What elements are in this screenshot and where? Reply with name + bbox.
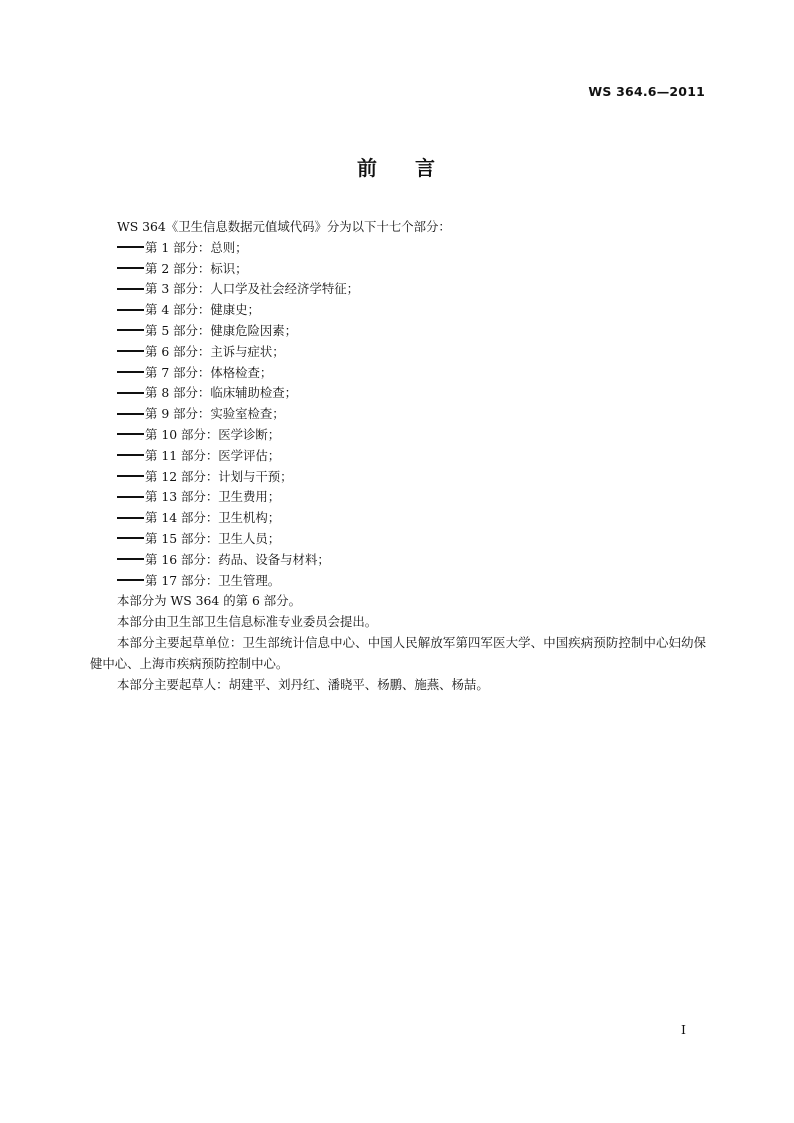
list-item	[90, 259, 706, 280]
em-dash-mark	[117, 496, 144, 498]
list-item-text: 第 14 部分：卫生机构；	[145, 510, 281, 526]
list-item-text: 第 16 部分：药品、设备与材料；	[145, 551, 330, 567]
intro-paragraph: WS 364《卫生信息数据元值域代码》分为以下十七个部分：	[117, 219, 451, 234]
page-number: I	[681, 1022, 686, 1037]
em-dash-mark	[117, 329, 144, 331]
list-item-text: 第 4 部分：健康史；	[145, 302, 260, 318]
drafting-units-statement: 本部分主要起草单位：卫生部统计信息中心、中国人民解放军第四军医大学、中国疾病预防控制中心妇幼保健中心、上海市疾病预防控制中心。	[90, 634, 706, 671]
em-dash-mark	[117, 454, 144, 456]
list-item	[90, 238, 706, 259]
list-item-text: 第 11 部分：医学评估；	[145, 447, 281, 463]
em-dash-mark	[117, 433, 144, 435]
title-char-2: 言	[415, 156, 437, 180]
em-dash-mark	[117, 267, 144, 269]
document-code: WS 364.6—2011	[588, 84, 705, 99]
list-item	[90, 550, 706, 571]
list-item	[90, 487, 706, 508]
em-dash-mark	[117, 350, 144, 352]
list-item-text: 第 6 部分：主诉与症状；	[145, 343, 285, 359]
list-item-text: 第 12 部分：计划与干预；	[145, 468, 293, 484]
em-dash-mark	[117, 558, 144, 560]
list-item-text: 第 10 部分：医学诊断；	[145, 426, 281, 442]
em-dash-mark	[117, 371, 144, 373]
list-item	[90, 446, 706, 467]
list-item	[90, 363, 706, 384]
list-item	[90, 300, 706, 321]
list-item	[90, 529, 706, 550]
list-item	[90, 425, 706, 446]
list-item	[90, 571, 706, 592]
em-dash-mark	[117, 475, 144, 477]
list-item	[90, 342, 706, 363]
list-item	[90, 383, 706, 404]
title-char-1: 前	[357, 156, 379, 180]
em-dash-mark	[117, 517, 144, 519]
list-item-text: 第 3 部分：人口学及社会经济学特征；	[145, 281, 360, 297]
proposed-by-statement: 本部分由卫生部卫生信息标准专业委员会提出。	[117, 614, 378, 630]
em-dash-mark	[117, 309, 144, 311]
list-item-text: 第 15 部分：卫生人员；	[145, 530, 281, 546]
list-item	[90, 279, 706, 300]
list-item-text: 第 1 部分：总则；	[145, 239, 248, 255]
part-of-statement: 本部分为 WS 364 的第 6 部分。	[117, 593, 301, 609]
list-item-text: 第 9 部分：实验室检查；	[145, 406, 285, 422]
em-dash-mark	[117, 288, 144, 290]
em-dash-mark	[117, 413, 144, 415]
em-dash-mark	[117, 579, 144, 581]
em-dash-mark	[117, 246, 144, 248]
list-item	[90, 508, 706, 529]
em-dash-mark	[117, 392, 144, 394]
list-item-text: 第 13 部分：卫生费用；	[145, 489, 281, 505]
list-item-text: 第 5 部分：健康危险因素；	[145, 322, 298, 338]
list-item-text: 第 8 部分：临床辅助检查；	[145, 385, 298, 401]
drafters-statement: 本部分主要起草人：胡建平、刘丹红、潘晓平、杨鹏、施燕、杨喆。	[117, 676, 489, 692]
list-item-text: 第 17 部分：卫生管理。	[145, 572, 281, 588]
list-item	[90, 467, 706, 488]
list-item-text: 第 2 部分：标识；	[145, 260, 248, 276]
list-item-text: 第 7 部分：体格检查；	[145, 364, 273, 380]
list-item	[90, 321, 706, 342]
foreword-body	[90, 217, 706, 695]
list-item	[90, 404, 706, 425]
page-title	[0, 152, 794, 181]
em-dash-mark	[117, 537, 144, 539]
